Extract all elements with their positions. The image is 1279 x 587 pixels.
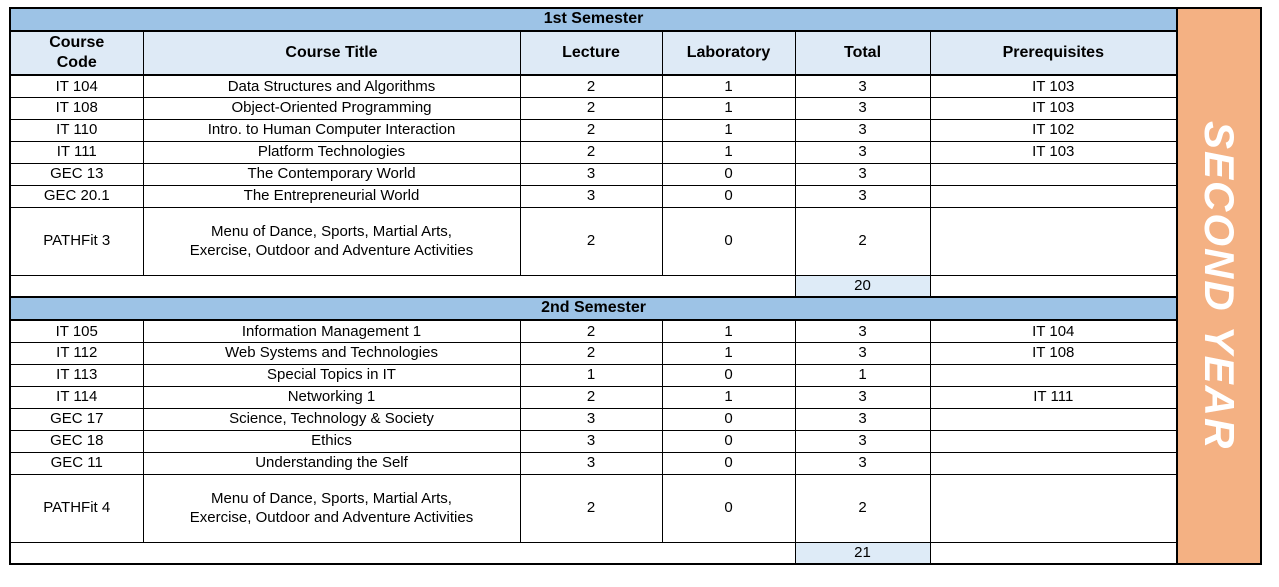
column-header-course-code — [10, 31, 143, 75]
lecture-cell: 2 — [520, 342, 662, 364]
course-code-cell: IT 104 — [10, 75, 143, 97]
semester-1-total-units: 20 — [795, 275, 930, 297]
course-title-cell — [143, 430, 520, 452]
course-title-text: Object-Oriented Programming — [231, 99, 432, 117]
course-code-cell: GEC 11 — [10, 452, 143, 474]
course-row — [10, 75, 1177, 97]
total-cell: 3 — [795, 430, 930, 452]
course-title-text: Understanding the Self — [255, 454, 408, 472]
course-title-text: Data Structures and Algorithms — [227, 77, 436, 95]
course-code-cell: IT 113 — [10, 364, 143, 386]
prerequisites-cell — [930, 185, 1177, 207]
laboratory-cell: 1 — [662, 342, 795, 364]
course-code-cell: IT 110 — [10, 119, 143, 141]
total-cell: 3 — [795, 342, 930, 364]
course-title-text: Special Topics in IT — [267, 366, 396, 384]
semester-2-header-row — [10, 297, 1177, 320]
course-row — [10, 364, 1177, 386]
course-row — [10, 452, 1177, 474]
empty-merged-cell — [10, 542, 795, 564]
column-header-course-title: Course Title — [143, 31, 520, 75]
prerequisites-cell — [930, 474, 1177, 542]
course-title-text: The Contemporary World — [247, 165, 416, 183]
course-title-cell — [143, 185, 520, 207]
prerequisites-cell — [930, 364, 1177, 386]
total-cell: 3 — [795, 320, 930, 342]
course-title-cell — [143, 119, 520, 141]
course-title-text: Menu of Dance, Sports, Martial Arts, Exercise, Outdoor and Adventure Activities — [189, 489, 474, 526]
lecture-cell: 2 — [520, 474, 662, 542]
total-cell: 2 — [795, 474, 930, 542]
laboratory-cell: 0 — [662, 163, 795, 185]
prerequisites-cell — [930, 430, 1177, 452]
course-title-text: Networking 1 — [287, 388, 376, 406]
lecture-cell: 3 — [520, 185, 662, 207]
course-row — [10, 141, 1177, 163]
laboratory-cell: 0 — [662, 185, 795, 207]
course-code-cell: GEC 17 — [10, 408, 143, 430]
semester-2-total-row — [10, 542, 1177, 564]
course-title-cell — [143, 163, 520, 185]
prerequisites-cell: IT 104 — [930, 320, 1177, 342]
prerequisites-cell: IT 108 — [930, 342, 1177, 364]
course-code-cell: PATHFit 3 — [10, 207, 143, 275]
laboratory-cell: 1 — [662, 97, 795, 119]
course-row — [10, 207, 1177, 275]
course-code-cell: IT 111 — [10, 141, 143, 163]
prerequisites-cell — [930, 207, 1177, 275]
prerequisites-cell: IT 102 — [930, 119, 1177, 141]
course-row — [10, 163, 1177, 185]
prerequisites-cell — [930, 408, 1177, 430]
prerequisites-cell: IT 111 — [930, 386, 1177, 408]
semester-1-header-row — [10, 8, 1177, 31]
semester-1-title: 1st Semester — [10, 8, 1177, 31]
lecture-cell: 3 — [520, 163, 662, 185]
lecture-cell: 3 — [520, 452, 662, 474]
total-cell: 1 — [795, 364, 930, 386]
semester-1-total-row — [10, 275, 1177, 297]
total-cell: 3 — [795, 163, 930, 185]
course-code-cell: IT 114 — [10, 386, 143, 408]
course-title-cell — [143, 320, 520, 342]
course-row — [10, 474, 1177, 542]
course-code-cell: IT 105 — [10, 320, 143, 342]
prerequisites-cell — [930, 163, 1177, 185]
laboratory-cell: 1 — [662, 75, 795, 97]
course-title-cell — [143, 141, 520, 163]
course-title-text: The Entrepreneurial World — [243, 187, 420, 205]
course-code-cell: GEC 13 — [10, 163, 143, 185]
course-title-cell — [143, 97, 520, 119]
semester-2-total-units: 21 — [795, 542, 930, 564]
course-title-text: Web Systems and Technologies — [225, 344, 438, 362]
empty-prerequisites-cell — [930, 275, 1177, 297]
course-row — [10, 386, 1177, 408]
lecture-cell: 2 — [520, 207, 662, 275]
year-banner — [1178, 7, 1262, 565]
total-cell: 3 — [795, 75, 930, 97]
lecture-cell: 2 — [520, 320, 662, 342]
column-header-laboratory: Laboratory — [662, 31, 795, 75]
laboratory-cell: 1 — [662, 386, 795, 408]
laboratory-cell: 1 — [662, 141, 795, 163]
total-cell: 3 — [795, 386, 930, 408]
prerequisites-cell: IT 103 — [930, 75, 1177, 97]
course-title-cell — [143, 75, 520, 97]
prerequisites-cell: IT 103 — [930, 141, 1177, 163]
year-banner-label: SECOND YEAR — [1196, 121, 1244, 451]
laboratory-cell: 0 — [662, 364, 795, 386]
total-cell: 3 — [795, 141, 930, 163]
course-code-cell: GEC 18 — [10, 430, 143, 452]
course-code-cell: GEC 20.1 — [10, 185, 143, 207]
course-row — [10, 408, 1177, 430]
course-row — [10, 97, 1177, 119]
empty-prerequisites-cell — [930, 542, 1177, 564]
column-header-prerequisites: Prerequisites — [930, 31, 1177, 75]
lecture-cell: 2 — [520, 141, 662, 163]
total-cell: 2 — [795, 207, 930, 275]
lecture-cell: 3 — [520, 430, 662, 452]
total-cell: 3 — [795, 97, 930, 119]
column-header-total: Total — [795, 31, 930, 75]
course-row — [10, 320, 1177, 342]
total-cell: 3 — [795, 408, 930, 430]
lecture-cell: 1 — [520, 364, 662, 386]
lecture-cell: 3 — [520, 408, 662, 430]
laboratory-cell: 0 — [662, 408, 795, 430]
course-title-text: Science, Technology & Society — [229, 410, 434, 428]
course-title-text: Information Management 1 — [241, 322, 422, 340]
lecture-cell: 2 — [520, 75, 662, 97]
prerequisites-cell — [930, 452, 1177, 474]
lecture-cell: 2 — [520, 386, 662, 408]
course-row — [10, 342, 1177, 364]
course-title-text: Ethics — [311, 432, 352, 450]
semester-2-title: 2nd Semester — [10, 297, 1177, 320]
total-cell: 3 — [795, 452, 930, 474]
total-cell: 3 — [795, 119, 930, 141]
course-row — [10, 119, 1177, 141]
lecture-cell: 2 — [520, 119, 662, 141]
column-header-course-code-label: Course Code — [49, 33, 105, 71]
laboratory-cell: 1 — [662, 119, 795, 141]
lecture-cell: 2 — [520, 97, 662, 119]
course-code-cell: IT 112 — [10, 342, 143, 364]
course-title-text: Platform Technologies — [257, 143, 406, 161]
column-header-row — [10, 31, 1177, 75]
course-title-cell — [143, 452, 520, 474]
laboratory-cell: 0 — [662, 474, 795, 542]
course-row — [10, 185, 1177, 207]
course-title-cell — [143, 474, 520, 542]
empty-merged-cell — [10, 275, 795, 297]
course-title-cell — [143, 207, 520, 275]
course-title-text: Intro. to Human Computer Interaction — [207, 121, 456, 139]
course-row — [10, 430, 1177, 452]
total-cell: 3 — [795, 185, 930, 207]
course-title-text: Menu of Dance, Sports, Martial Arts, Exercise, Outdoor and Adventure Activities — [189, 222, 474, 259]
course-title-cell — [143, 342, 520, 364]
curriculum-table — [9, 7, 1178, 565]
laboratory-cell: 0 — [662, 452, 795, 474]
laboratory-cell: 1 — [662, 320, 795, 342]
course-title-cell — [143, 408, 520, 430]
course-code-cell: PATHFit 4 — [10, 474, 143, 542]
laboratory-cell: 0 — [662, 207, 795, 275]
course-title-cell — [143, 364, 520, 386]
laboratory-cell: 0 — [662, 430, 795, 452]
course-code-cell: IT 108 — [10, 97, 143, 119]
column-header-lecture: Lecture — [520, 31, 662, 75]
course-title-cell — [143, 386, 520, 408]
prerequisites-cell: IT 103 — [930, 97, 1177, 119]
